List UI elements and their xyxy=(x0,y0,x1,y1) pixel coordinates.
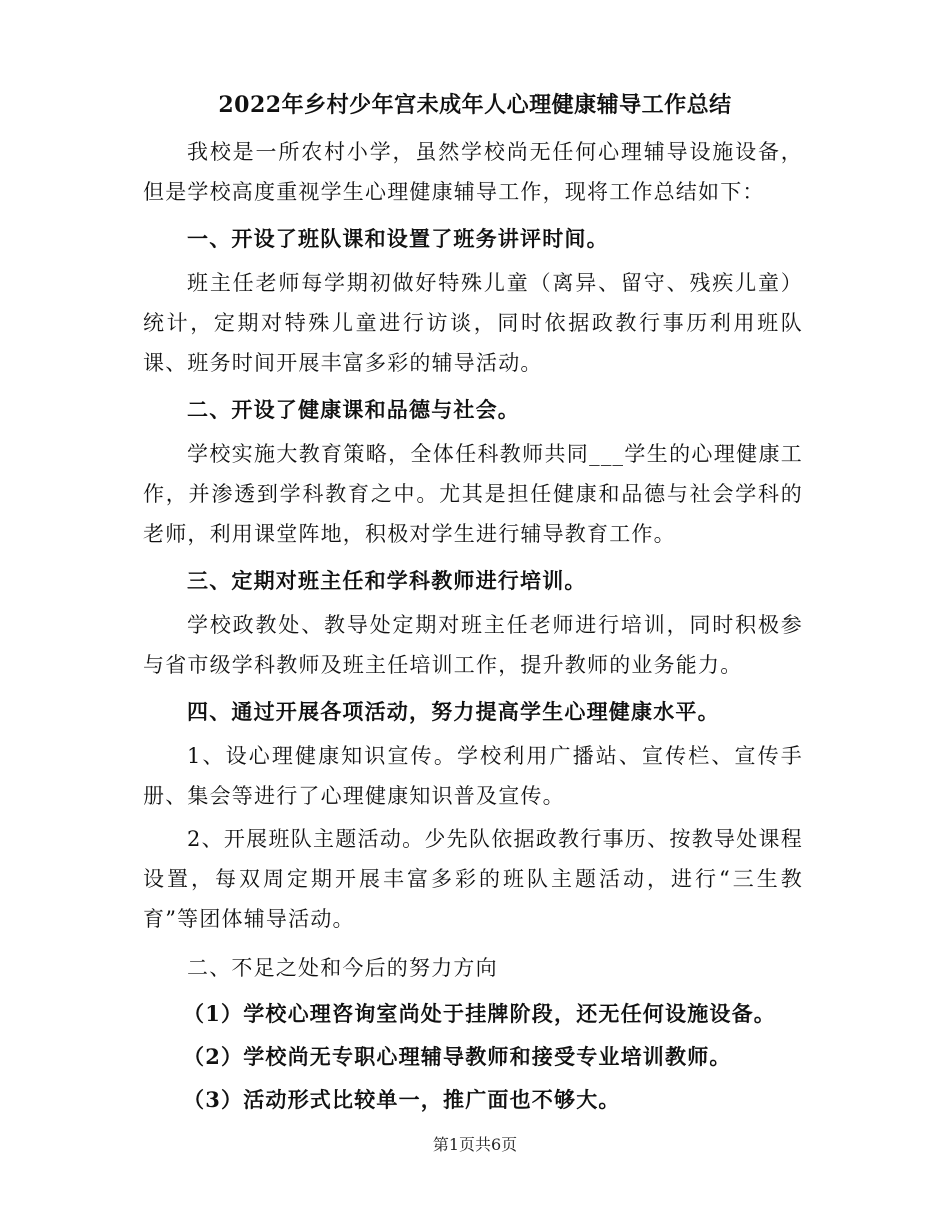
section-heading-3: 三、定期对班主任和学科教师进行培训。 xyxy=(187,568,587,593)
improvement-heading: 二、不足之处和今后的努力方向 xyxy=(187,956,498,980)
section-heading-4: 四、通过开展各项活动，努力提高学生心理健康水平。 xyxy=(187,699,720,724)
improvement-item-3: （3）活动形式比较单一，推广面也不够大。 xyxy=(183,1087,621,1112)
section-4-item-1-paragraph: 1、设心理健康知识宣传。学校利用广播站、宣传栏、宣传手册、集会等进行了心理健康知识普及宣传。 xyxy=(143,744,803,808)
section-heading-1: 一、开设了班队课和设置了班务讲评时间。 xyxy=(187,226,609,251)
section-3-paragraph: 学校政教处、教导处定期对班主任老师进行培训，同时积极参与省市级学科教师及班主任培训工作，提升教师的业务能力。 xyxy=(143,613,803,677)
page-number-label: 第1页共6页 xyxy=(432,1135,518,1154)
intro-paragraph: 我校是一所农村小学，虽然学校尚无任何心理辅导设施设备，但是学校高度重视学生心理健康辅导工作，现将工作总结如下： xyxy=(143,140,803,204)
section-4-item-2-paragraph: 2、开展班队主题活动。少先队依据政教行事历、按教导处课程设置，每双周定期开展丰富多彩的班队主题活动，进行“三生教育”等团体辅导活动。 xyxy=(143,827,803,931)
improvement-item-1: （1）学校心理咨询室尚处于挂牌阶段，还无任何设施设备。 xyxy=(183,1001,777,1026)
section-heading-2: 二、开设了健康课和品德与社会。 xyxy=(187,397,520,422)
document-body xyxy=(143,132,803,1123)
document-title: 2022年乡村少年宫未成年人心理健康辅导工作总结 xyxy=(218,92,732,118)
improvement-item-2: （2）学校尚无专职心理辅导教师和接受专业培训教师。 xyxy=(183,1044,732,1069)
section-1-paragraph: 班主任老师每学期初做好特殊儿童（离异、留守、残疾儿童）统计，定期对特殊儿童进行访谈，同时依据政教行事历利用班队课、班务时间开展丰富多彩的辅导活动。 xyxy=(143,271,803,375)
section-2-paragraph: 学校实施大教育策略，全体任科教师共同___学生的心理健康工作，并渗透到学科教育之中。尤其是担任健康和品德与社会学科的老师，利用课堂阵地，积极对学生进行辅导教育工作。 xyxy=(143,442,803,546)
page-footer xyxy=(0,1133,950,1157)
